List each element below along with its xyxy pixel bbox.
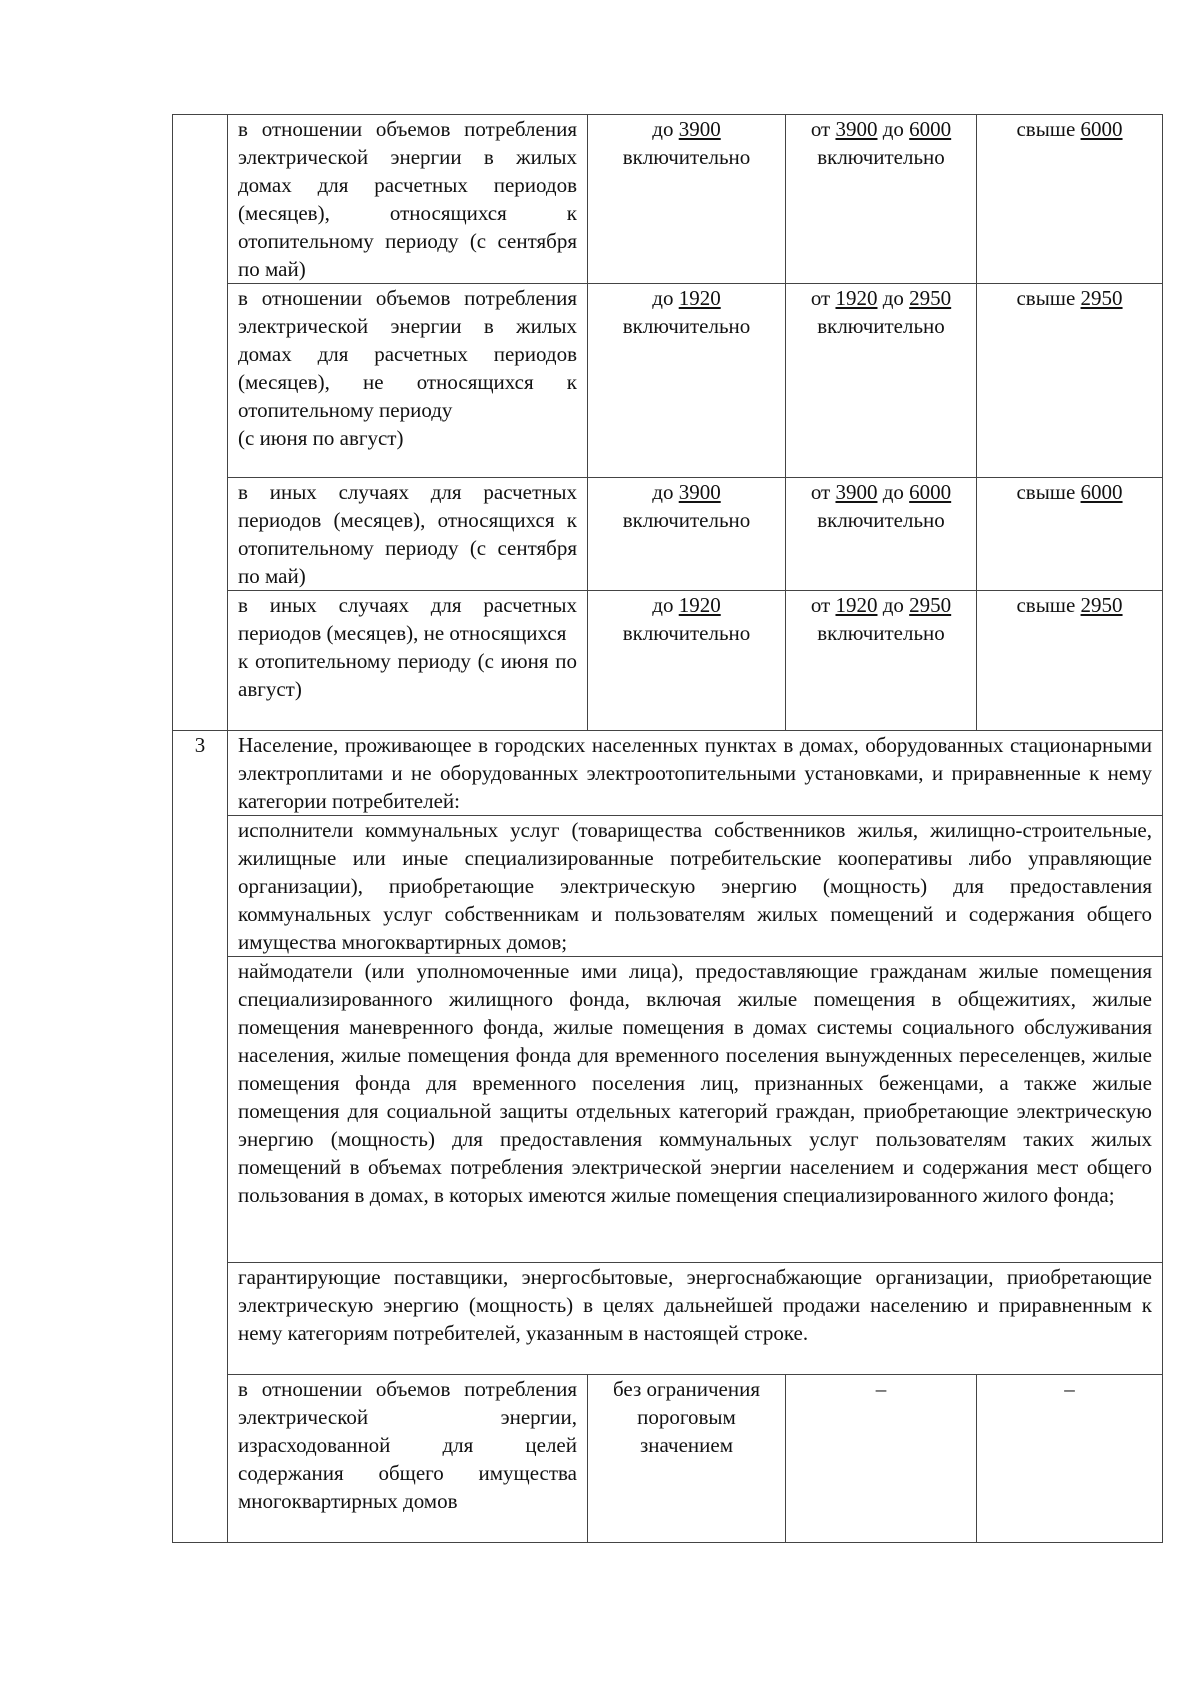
- range-suffix: включительно: [817, 621, 945, 645]
- range-prefix: от: [810, 480, 836, 504]
- threshold-range-cell: [786, 115, 977, 284]
- threshold-range-cell: [786, 591, 977, 731]
- table-row: [173, 284, 1163, 478]
- section-heading-row: [173, 731, 1163, 816]
- tariff-table: [172, 114, 1163, 1543]
- threshold-value: 1920: [678, 593, 721, 617]
- threshold-upper-cell: [977, 284, 1163, 478]
- threshold-range-cell: [786, 478, 977, 591]
- threshold-suffix: включительно: [622, 314, 751, 338]
- range-prefix: от: [810, 117, 836, 141]
- threshold-lower-cell: [588, 284, 786, 478]
- threshold-lower-cell: [588, 478, 786, 591]
- upper-value: 6000: [1080, 480, 1123, 504]
- range-to: 6000: [909, 480, 952, 504]
- threshold-prefix: до: [652, 480, 679, 504]
- table-row: [173, 1375, 1163, 1543]
- row-description-main: в иных случаях для расчетных периодов (месяцев), не относящихся: [238, 593, 577, 645]
- table-row: [173, 957, 1163, 1263]
- threshold-suffix: включительно: [622, 621, 751, 645]
- upper-value: 6000: [1080, 117, 1123, 141]
- range-mid: до: [877, 593, 910, 617]
- row-description: в иных случаях для расчетных периодов (месяцев), относящихся к отопительному периоду (с сентября по май): [228, 478, 588, 591]
- threshold-suffix: включительно: [622, 508, 751, 532]
- table-row: [173, 591, 1163, 731]
- upper-prefix: свыше: [1016, 480, 1081, 504]
- range-mid: до: [877, 286, 910, 310]
- range-prefix: от: [810, 286, 836, 310]
- row-description-main: в отношении объемов потребления электрической энергии в жилых домах для расчетных периодов (месяцев), не относящихся к отопительному периоду: [238, 286, 577, 422]
- range-suffix: включительно: [817, 314, 945, 338]
- range-mid: до: [877, 480, 910, 504]
- table-row: [173, 816, 1163, 957]
- threshold-upper-cell: [977, 591, 1163, 731]
- row-description-tail: к отопительному периоду (с июня по август): [238, 649, 577, 701]
- threshold-range-cell: –: [786, 1375, 977, 1543]
- threshold-lower-cell: [588, 115, 786, 284]
- upper-prefix: свыше: [1016, 286, 1081, 310]
- range-from: 1920: [835, 286, 878, 310]
- threshold-lower-cell: без ограничения пороговым значением: [588, 1375, 786, 1543]
- upper-prefix: свыше: [1016, 117, 1081, 141]
- row-description: [228, 284, 588, 478]
- row-description: в отношении объемов потребления электрической энергии, израсходованной для целей содержания общего имущества многоквартирных домов: [228, 1375, 588, 1543]
- consumer-category-item: гарантирующие поставщики, энергосбытовые, энергоснабжающие организации, приобретающие электрическую энергию (мощность) в целях дальнейшей продажи населению и приравненным к нему категориям потребителей, указанным в настоящей строке.: [228, 1263, 1163, 1375]
- threshold-range-cell: [786, 284, 977, 478]
- upper-value: 2950: [1080, 286, 1123, 310]
- table-row: [173, 1263, 1163, 1375]
- threshold-upper-cell: [977, 115, 1163, 284]
- range-from: 3900: [835, 117, 878, 141]
- range-from: 1920: [835, 593, 878, 617]
- row-description: [228, 591, 588, 731]
- threshold-value: 3900: [678, 117, 721, 141]
- range-mid: до: [877, 117, 910, 141]
- table-row: [173, 478, 1163, 591]
- threshold-value: 1920: [678, 286, 721, 310]
- table-row: [173, 115, 1163, 284]
- range-to: 2950: [909, 286, 952, 310]
- threshold-lower-cell: [588, 591, 786, 731]
- consumer-category-item: исполнители коммунальных услуг (товарищества собственников жилья, жилищно-строительные, жилищные или иные специализированные потребительские кооперативы либо управляющие организации), приобретающие электрическую энергию (мощность) для предоставления коммунальных услуг собственникам и пользователям жилых помещений и содержания общего имущества многоквартирных домов;: [228, 816, 1163, 957]
- threshold-prefix: до: [652, 286, 679, 310]
- range-suffix: включительно: [817, 508, 945, 532]
- range-prefix: от: [810, 593, 836, 617]
- threshold-prefix: до: [652, 117, 679, 141]
- section-heading: Население, проживающее в городских населенных пунктах в домах, оборудованных стационарными электроплитами и не оборудованных электроотопительными установками, и приравненные к нему категории потребителей:: [228, 731, 1163, 816]
- consumer-category-item: наймодатели (или уполномоченные ими лица), предоставляющие гражданам жилые помещения специализированного жилищного фонда, включая жилые помещения в общежитиях, жилые помещения маневренного фонда, жилые помещения в домах системы социального обслуживания населения, жилые помещения фонда для временного поселения вынужденных переселенцев, жилые помещения фонда для временного поселения лиц, признанных беженцами, а также жилые помещения для социальной защиты отдельных категорий граждан, приобретающие электрическую энергию (мощность) для предоставления коммунальных услуг пользователям таких жилых помещений в объемах потребления электрической энергии населением и содержания мест общего пользования в домах, в которых имеются жилые помещения специализированного жилого фонда;: [228, 957, 1163, 1263]
- range-to: 6000: [909, 117, 952, 141]
- upper-value: 2950: [1080, 593, 1123, 617]
- threshold-upper-cell: –: [977, 1375, 1163, 1543]
- threshold-prefix: до: [652, 593, 679, 617]
- range-from: 3900: [835, 480, 878, 504]
- threshold-value: 3900: [678, 480, 721, 504]
- row-description: в отношении объемов потребления электрической энергии в жилых домах для расчетных периодов (месяцев), относящихся к отопительному периоду (с сентября по май): [228, 115, 588, 284]
- section-number: 3: [173, 731, 228, 1543]
- row-description-tail: (с июня по август): [238, 426, 404, 450]
- row-number-cell: [173, 115, 228, 731]
- upper-prefix: свыше: [1016, 593, 1081, 617]
- range-to: 2950: [909, 593, 952, 617]
- range-suffix: включительно: [817, 145, 945, 169]
- threshold-upper-cell: [977, 478, 1163, 591]
- threshold-suffix: включительно: [622, 145, 751, 169]
